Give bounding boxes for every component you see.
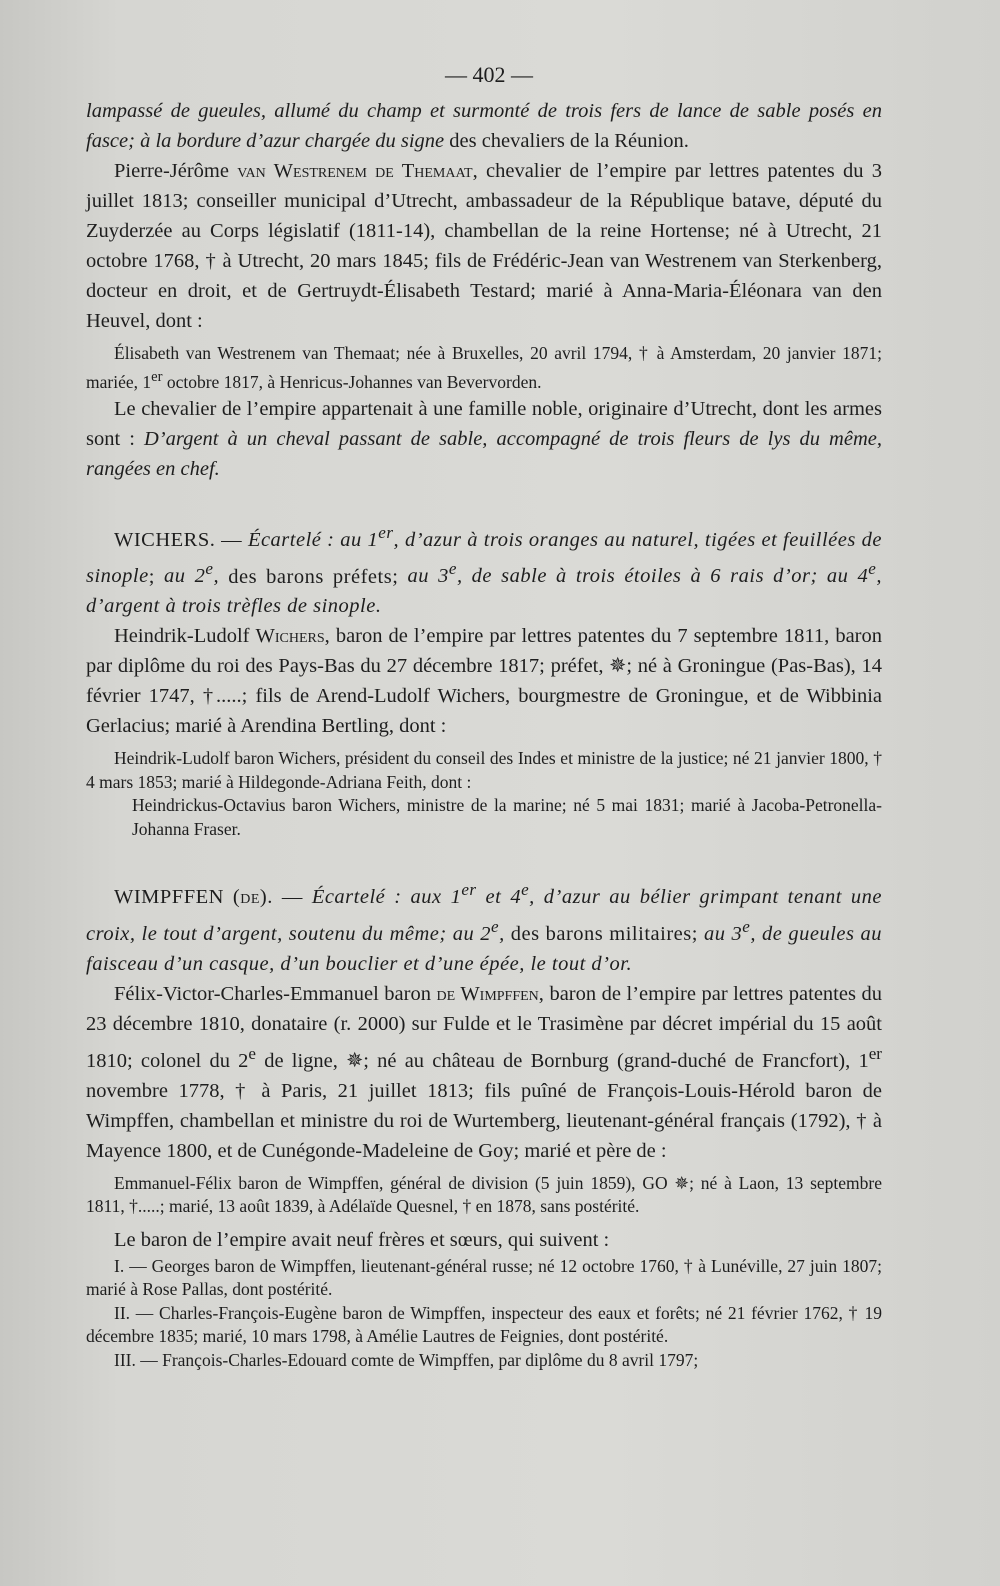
entry-wimpffen: Félix-Victor-Charles-Emmanuel baron de Wimpffen, baron de l’empire par lettres patentes du 23 décembre 1810, donataire (r. 2000) sur Fulde et le Trasimène par décret impérial du 15 août 1810; colonel du 2e de ligne, ✵; né au château de Bornburg (grand-duché de Francfort), 1er novembre 1778, † à Paris, 21 juillet 1813; fils puîné de François-Louis-Hérold baron de Wimpffen, chambellan et ministre du roi de Wurtemberg, lieutenant-général français (1792), † à Mayence 1800, et de Cunégonde-Madeleine de Goy; marié et père de : bbox=[86, 983, 882, 1162]
child-wichers-son: Heindrik-Ludolf baron Wichers, président du conseil des Indes et ministre de la justice; né 21 janvier 1800, † 4 mars 1853; marié à Hildegonde-Adriana Feith, dont : bbox=[86, 748, 882, 792]
entry-wichers: Heindrik-Ludolf Wichers, baron de l’empire par lettres patentes du 7 septembre 1811, baron par diplôme du roi des Pays-Bas du 27 décembre 1817; préfet, ✵; né à Groningue (Pas-Bas), 14 février 1747, †.....; fils de Arend-Ludolf Wichers, bourgmestre de Groningue, et de Wibbinia Gerlacius; marié à Arendina Bertling, dont : bbox=[86, 625, 882, 738]
entry-westrenem: Pierre-Jérôme van Westrenem de Themaat, chevalier de l’empire par lettres patentes du 3 juillet 1813; conseiller municipal d’Utrecht, ambassadeur de la République batave, député du Zuyderzée au Corps législatif (1811-14), chambellan de la reine Hortense; né à Utrecht, 21 octobre 1768, † à Utrecht, 20 mars 1845; fils de Frédéric-Jean van Westrenem van Sterkenberg, docteur en droit, et de Gertruydt-Élisabeth Testard; marié à Anna-Maria-Éléonara van den Heuvel, dont : bbox=[86, 160, 882, 332]
blazon-continuation: lampassé de gueules, allumé du champ et surmonté de trois fers de lance de sable posés en fasce; à la bordure d’azur chargée du signe des chevaliers de la Réunion. bbox=[86, 100, 882, 152]
sibling-charles-francois: II. — Charles-François-Eugène baron de Wimpffen, inspecteur des eaux et forêts; né 21 février 1762, † 19 décembre 1835; marié, 10 mars 1798, à Amélie Lautres de Feignies, dont postérité. bbox=[86, 1302, 882, 1347]
grandchild-wichers: Heindrickus-Octavius baron Wichers, ministre de la marine; né 5 mai 1831; marié à Jacoba-Petronella-Johanna Fraser. bbox=[132, 795, 882, 839]
child-elisabeth: Élisabeth van Westrenem van Themaat; née à Bruxelles, 20 avril 1794, † à Amsterdam, 20 janvier 1871; mariée, 1er octobre 1817, à Henricus-Johannes van Bevervorden. bbox=[86, 343, 882, 392]
heading-wichers: WICHERS. — Écartelé : au 1er, d’azur à trois oranges au naturel, tigées et feuillées de sinople; au 2e, des barons préfets; au 3e, de sable à trois étoiles à 6 rais d’or; au 4e, d’argent à trois trèfles de sinople. bbox=[86, 522, 882, 618]
sibling-georges: I. — Georges baron de Wimpffen, lieutenant-général russe; né 12 octobre 1760, † à Lunéville, 27 juin 1807; marié à Rose Pallas, dont postérité. bbox=[86, 1255, 882, 1300]
note-chevalier-arms: Le chevalier de l’empire appartenait à une famille noble, originaire d’Utrecht, dont les armes sont : D’argent à un cheval passant de sable, accompagné de trois fleurs de lys du même, rangées en chef. bbox=[86, 397, 882, 480]
child-emmanuel: Emmanuel-Félix baron de Wimpffen, général de division (5 juin 1859), GO ✵; né à Laon, 13 septembre 1811, †.....; marié, 13 août 1839, à Adélaïde Quesnel, † en 1878, sans postérité. bbox=[86, 1172, 882, 1217]
heading-wimpffen: WIMPFFEN (de). — Écartelé : aux 1er et 4e, d’azur au bélier grimpant tenant une croix, le tout d’argent, soutenu du même; au 2e, des barons militaires; au 3e, de gueules au faisceau d’un casque, d’un bouclier et d’une épée, le tout d’or. bbox=[86, 880, 883, 976]
page-number: — 402 — bbox=[445, 62, 533, 87]
sibling-francois-charles: III. — François-Charles-Edouard comte de Wimpffen, par diplôme du 8 avril 1797; bbox=[114, 1349, 699, 1370]
siblings-intro: Le baron de l’empire avait neuf frères et sœurs, qui suivent : bbox=[114, 1228, 610, 1251]
